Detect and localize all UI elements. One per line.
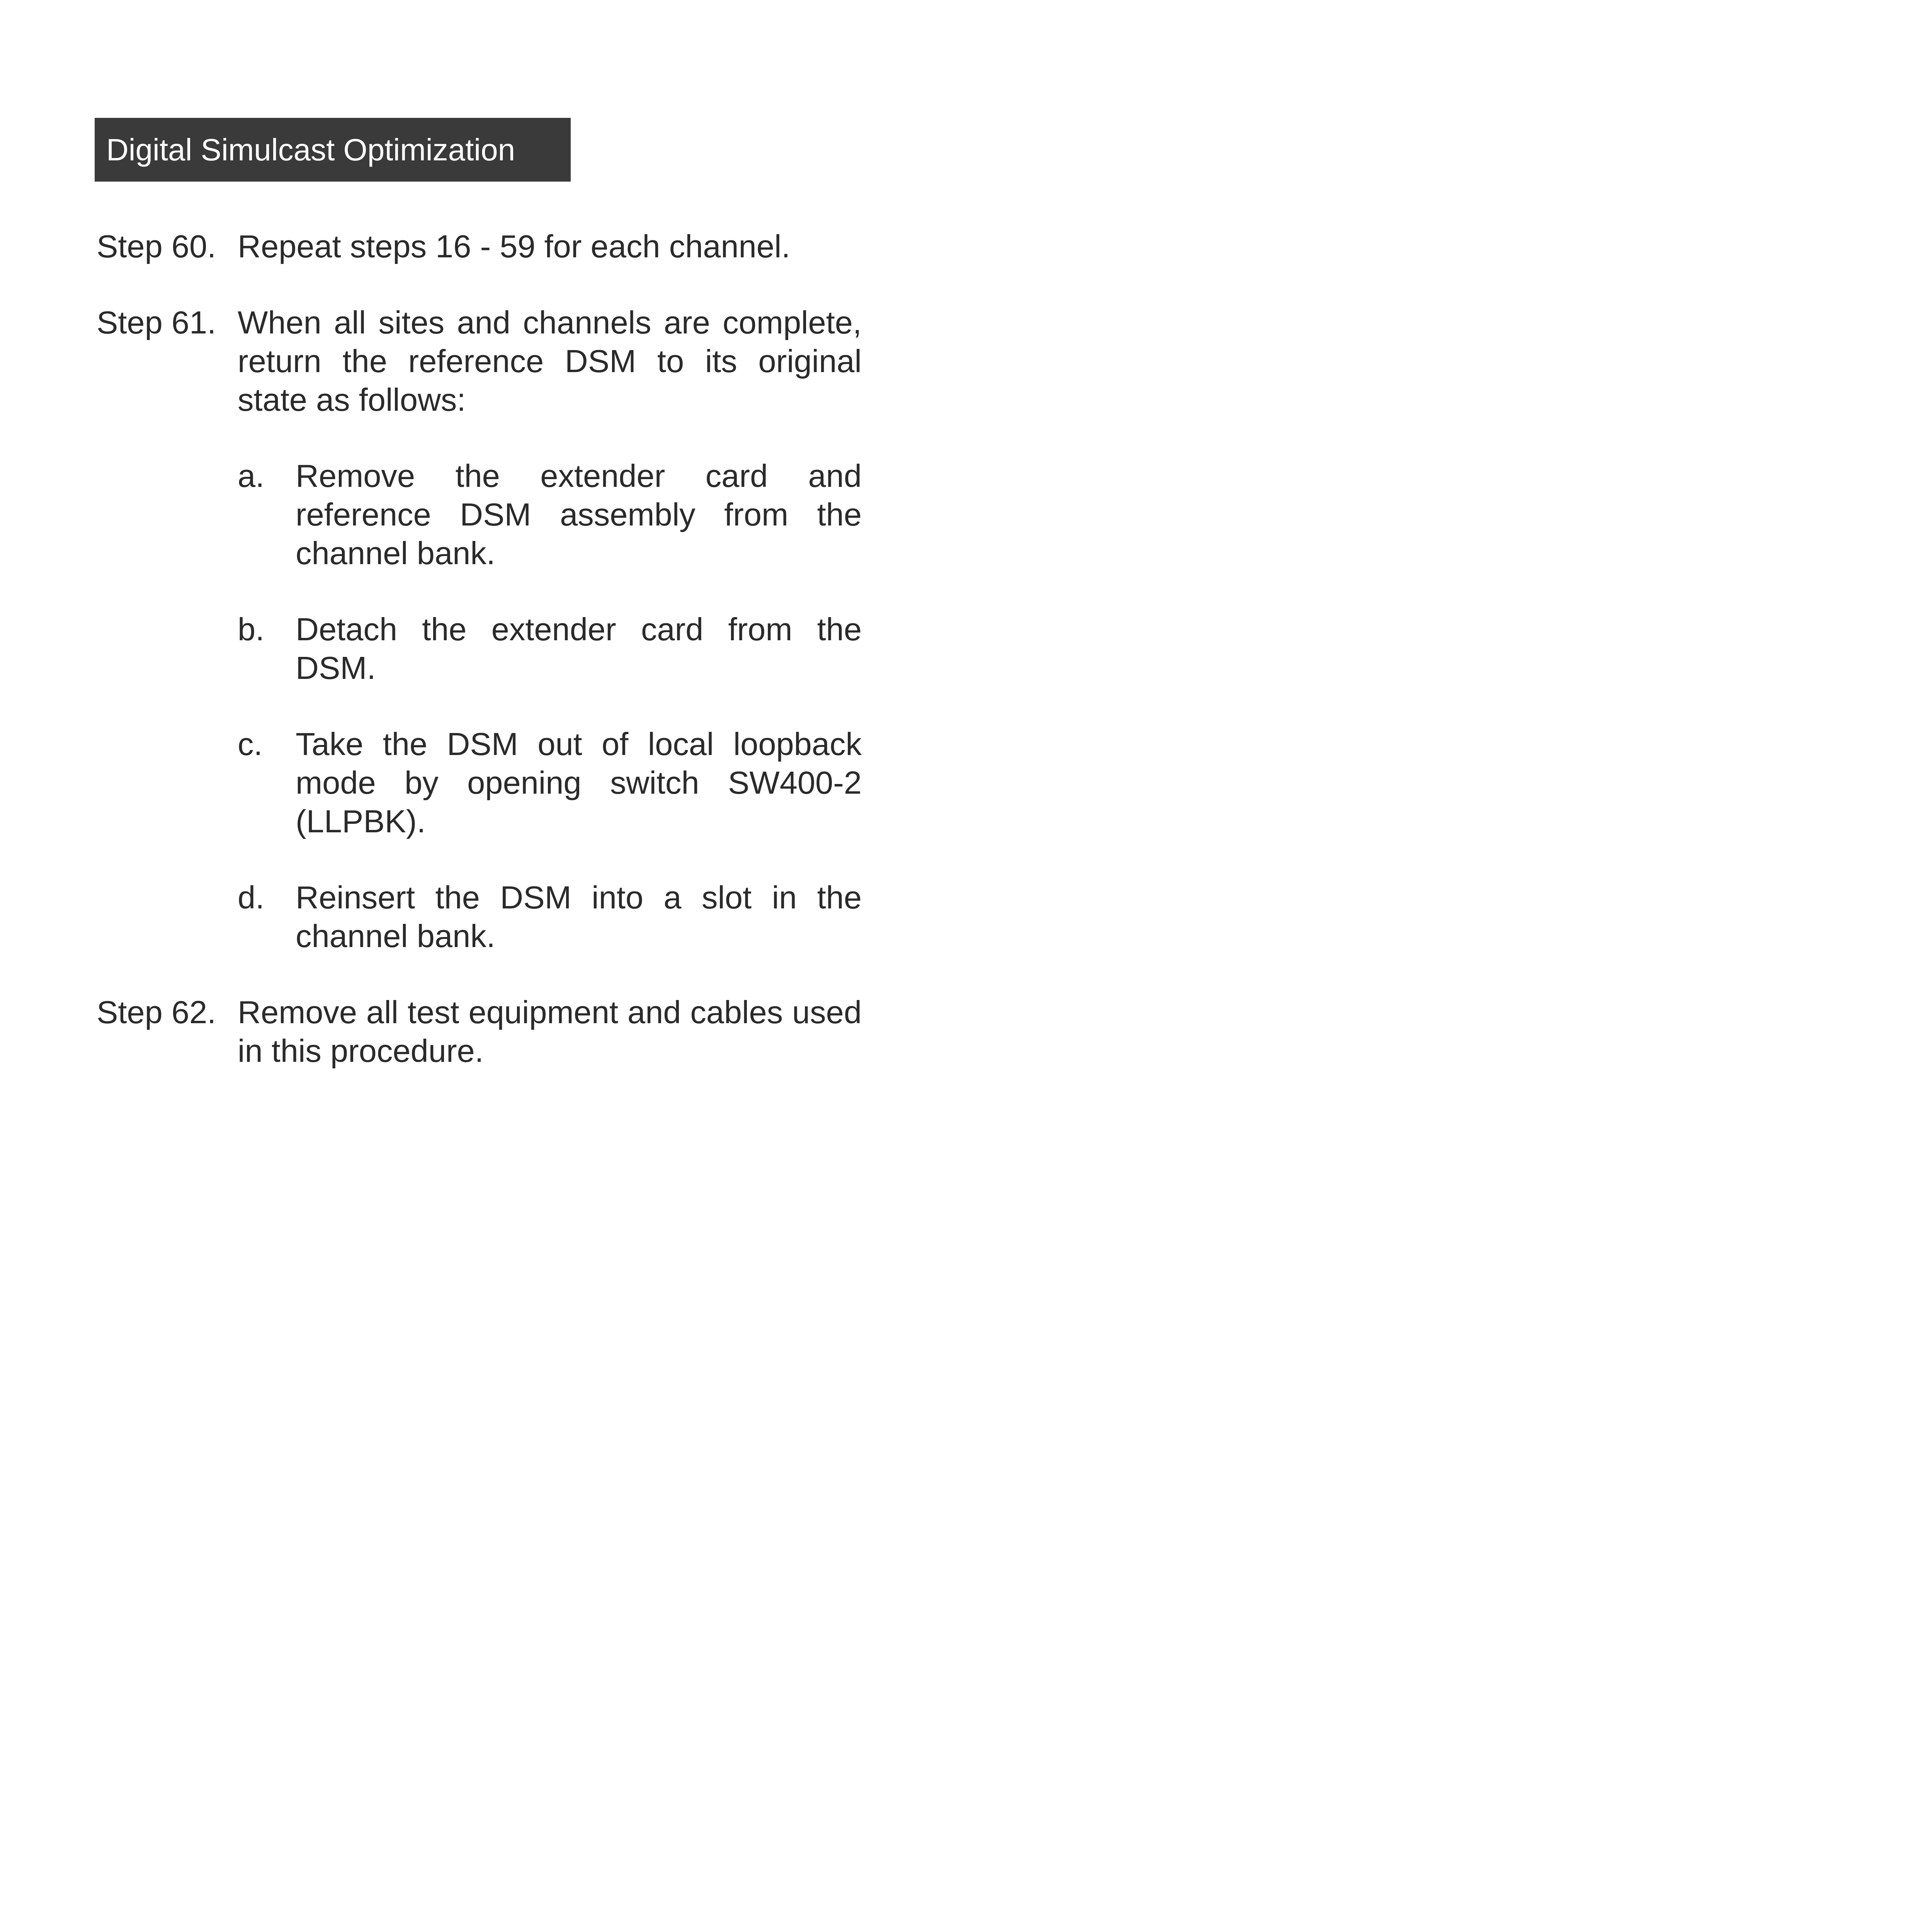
substep-label: b.	[238, 611, 265, 647]
substep-text: Remove the extender card and reference DSM assembly from the channel bank.	[296, 458, 862, 571]
step-text: Remove all test equipment and cables used in this procedure.	[238, 994, 862, 1069]
step-60	[97, 227, 869, 266]
substep-c	[238, 725, 862, 841]
procedure-steps	[97, 227, 869, 1108]
step-text: When all sites and channels are complete, return the reference DSM to its original state as follows:	[238, 304, 862, 418]
section-header: Digital Simulcast Optimization	[95, 118, 571, 182]
substep-label: d.	[238, 879, 265, 915]
step-label: Step 60.	[97, 228, 216, 264]
substep-text: Take the DSM out of local loopback mode by opening switch SW400-2 (LLPBK).	[296, 726, 862, 839]
substep-text: Reinsert the DSM into a slot in the channel bank.	[296, 879, 862, 954]
substep-label: c.	[238, 726, 263, 762]
step-61	[97, 303, 869, 956]
step-label: Step 61.	[97, 304, 216, 340]
step-text: Repeat steps 16 - 59 for each channel.	[238, 228, 791, 264]
substep-label: a.	[238, 458, 265, 494]
step-62	[97, 993, 869, 1070]
step-label: Step 62.	[97, 994, 216, 1030]
substep-list	[238, 457, 862, 956]
substep-b	[238, 610, 862, 687]
substep-text: Detach the extender card from the DSM.	[296, 611, 862, 686]
substep-a	[238, 457, 862, 573]
substep-d	[238, 878, 862, 956]
